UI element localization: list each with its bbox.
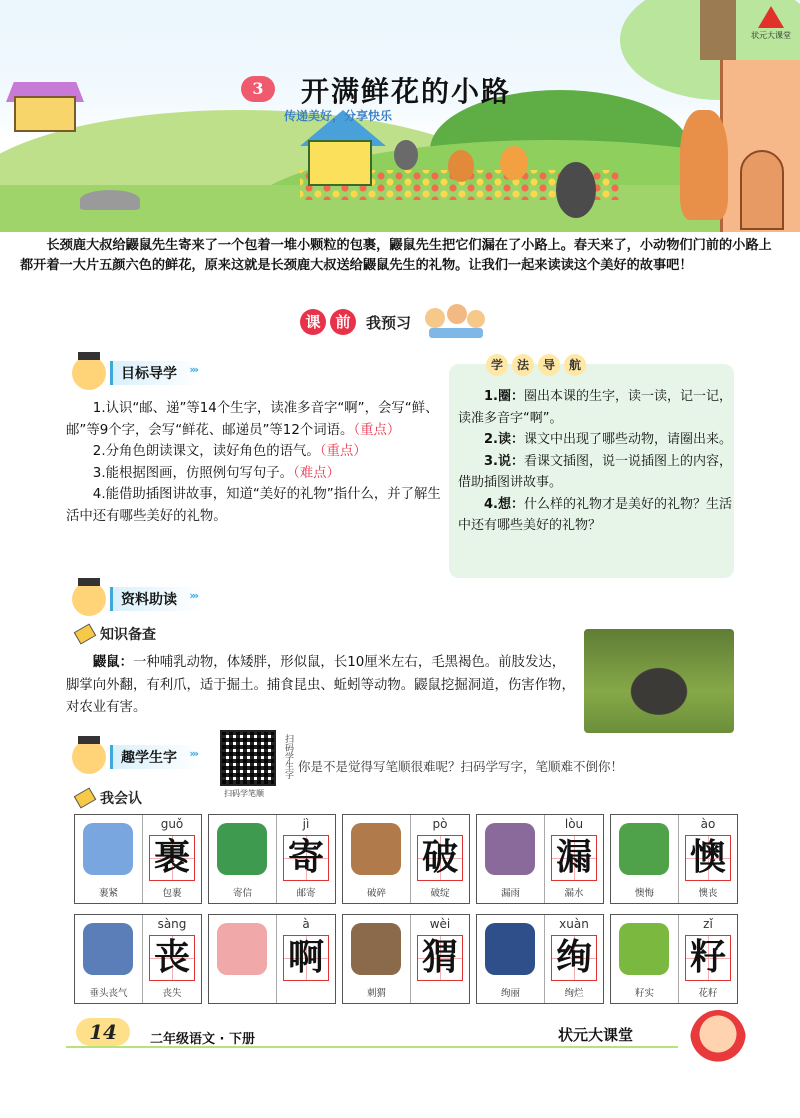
card-character: 籽 bbox=[689, 936, 726, 978]
study-method-list bbox=[458, 386, 732, 537]
card-character: 丧 bbox=[153, 936, 190, 978]
card-row bbox=[74, 814, 738, 904]
qr-code[interactable] bbox=[220, 730, 276, 786]
card-character: 漏 bbox=[555, 836, 592, 878]
card-illustration bbox=[83, 823, 133, 875]
card-illustration bbox=[351, 923, 401, 975]
card-pic-caption: 懊悔 bbox=[634, 888, 654, 899]
squirrel-figure bbox=[448, 150, 474, 182]
lesson-number: 3 bbox=[241, 76, 275, 102]
card-pinyin: zǐ bbox=[703, 917, 713, 931]
card-illustration bbox=[83, 923, 133, 975]
fun-chars-header bbox=[72, 740, 201, 774]
card-illustration bbox=[217, 923, 267, 975]
card-illustration bbox=[619, 823, 669, 875]
house bbox=[308, 140, 372, 186]
card-character: 啊 bbox=[287, 936, 324, 978]
fox-figure bbox=[500, 146, 528, 180]
card-pinyin: lòu bbox=[564, 817, 584, 831]
card-pinyin: jì bbox=[302, 817, 310, 831]
method-item: 4.想：什么样的礼物才是美好的礼物？生活中还有哪些美好的礼物？ bbox=[458, 496, 732, 533]
char-card bbox=[476, 914, 604, 1004]
card-word: 破绽 bbox=[430, 888, 450, 899]
house bbox=[14, 96, 76, 132]
fun-chars-heading: 趣学生字 bbox=[121, 750, 177, 766]
card-pinyin: à bbox=[302, 917, 310, 931]
char-card bbox=[74, 914, 202, 1004]
card-word: 绚烂 bbox=[564, 988, 584, 999]
mascot-icon bbox=[690, 1010, 746, 1070]
qr-note: 你是不是觉得写笔顺很难呢？扫码学写字，笔顺难不倒你！ bbox=[298, 759, 624, 774]
mole-figure bbox=[394, 140, 418, 170]
student-icon bbox=[72, 740, 106, 774]
method-item: 3.说：看课文插图，说一说插图上的内容，借助插图讲故事。 bbox=[458, 453, 732, 490]
card-word: 丧失 bbox=[162, 988, 182, 999]
char-card bbox=[610, 914, 738, 1004]
card-pic-caption: 裹紧 bbox=[98, 888, 118, 899]
card-illustration bbox=[217, 823, 267, 875]
tree-trunk bbox=[700, 0, 736, 60]
student-icon bbox=[72, 356, 106, 390]
publisher-logo bbox=[748, 6, 794, 48]
char-card bbox=[74, 814, 202, 904]
card-pinyin: wèi bbox=[429, 917, 451, 931]
card-illustration bbox=[485, 823, 535, 875]
mole-definition: 鼹鼠：一种哺乳动物，体矮胖，形似鼠，长10厘米左右，毛黑褐色。前肢发达，脚掌向外翻，有利爪，适于掘土。捕食昆虫、蚯蚓等动物。鼹鼠挖掘洞道，伤害作物，对农业有害。 bbox=[66, 655, 575, 715]
mole-figure bbox=[556, 162, 596, 218]
card-pic-caption: 垂头丧气 bbox=[89, 988, 128, 999]
squirrel-figure bbox=[680, 110, 728, 220]
char-card bbox=[342, 814, 470, 904]
book-title: 二年级语文 · 下册 bbox=[150, 1032, 255, 1047]
banner-text: 我预习 bbox=[366, 313, 412, 332]
student-icon bbox=[72, 582, 106, 616]
goals-heading: 目标导学 bbox=[121, 366, 177, 382]
door bbox=[740, 150, 784, 230]
materials-heading: 资料助读 bbox=[121, 592, 177, 608]
goal-item: 1.认识“邮、递”等14个生字，读准多音字“啊”，会写“鲜、邮”等9个字，会写“鲜花、邮递员”等12个词语。（重点） bbox=[66, 401, 439, 438]
char-card bbox=[208, 814, 336, 904]
goal-item: 3.能根据图画，仿照例句写句子。（难点） bbox=[92, 465, 340, 481]
char-card bbox=[610, 814, 738, 904]
header-illustration bbox=[0, 0, 800, 232]
card-pic-caption: 刺猬 bbox=[366, 988, 386, 999]
reading-kids-illustration bbox=[421, 302, 487, 342]
card-pic-caption: 绚丽 bbox=[500, 988, 520, 999]
card-pinyin: guǒ bbox=[160, 817, 184, 831]
publisher-logo-text: 状元大课堂 bbox=[751, 31, 791, 40]
lesson-subtitle: 传递美好，分享快乐 bbox=[284, 109, 393, 123]
qr-side-label: 扫码学生字 bbox=[283, 734, 293, 779]
materials-header bbox=[72, 582, 201, 616]
lesson-title: 开满鲜花的小路 bbox=[301, 75, 512, 108]
card-pic-caption: 漏雨 bbox=[500, 888, 520, 899]
goals-header bbox=[72, 356, 201, 390]
card-character: 懊 bbox=[689, 836, 726, 878]
method-item: 1.圈：圈出本课的生字，读一读，记一记，读准多音字“啊”。 bbox=[458, 389, 732, 426]
card-illustration bbox=[351, 823, 401, 875]
study-method-heading: 学 法 导 航 bbox=[486, 354, 586, 376]
card-character: 破 bbox=[421, 836, 458, 878]
recognize-subheader: 我会认 bbox=[76, 788, 142, 808]
card-illustration bbox=[619, 923, 669, 975]
arrows-icon: ››› bbox=[189, 363, 197, 376]
knowledge-subheader: 知识备查 bbox=[76, 624, 156, 644]
card-word: 懊丧 bbox=[698, 888, 718, 899]
card-pinyin: ào bbox=[700, 817, 716, 831]
arrows-icon: ››› bbox=[189, 589, 197, 602]
page-number: 14 bbox=[76, 1018, 130, 1046]
mole-photo bbox=[584, 629, 734, 733]
card-pinyin: pò bbox=[432, 817, 448, 831]
char-card bbox=[342, 914, 470, 1004]
goals-list bbox=[66, 398, 444, 527]
card-character: 寄 bbox=[287, 836, 324, 878]
card-character: 绚 bbox=[555, 936, 592, 978]
card-pinyin: xuàn bbox=[559, 917, 589, 931]
card-pinyin: sàng bbox=[157, 917, 187, 931]
card-pic-caption: 寄信 bbox=[232, 888, 252, 899]
pencil-icon bbox=[74, 623, 97, 644]
goal-item: 4.能借助插图讲故事，知道“美好的礼物”指什么，并了解生活中还有哪些美好的礼物。 bbox=[66, 487, 441, 524]
character-cards bbox=[74, 814, 738, 1014]
card-character: 裹 bbox=[153, 836, 190, 878]
card-word: 花籽 bbox=[698, 988, 718, 999]
qr-caption: 扫码学笔顺 bbox=[224, 789, 264, 798]
card-character: 猬 bbox=[421, 936, 458, 978]
pencil-icon bbox=[74, 787, 97, 808]
banner-char: 前 bbox=[330, 309, 356, 335]
rock bbox=[80, 190, 140, 210]
banner-char: 课 bbox=[300, 309, 326, 335]
goal-item: 2.分角色朗读课文，读好角色的语气。（重点） bbox=[92, 444, 367, 459]
card-word: 邮寄 bbox=[296, 888, 316, 899]
card-pic-caption: 破碎 bbox=[366, 888, 386, 899]
char-card bbox=[476, 814, 604, 904]
arrows-icon: ››› bbox=[189, 747, 197, 760]
card-word: 漏水 bbox=[564, 888, 584, 899]
section-banner bbox=[300, 302, 487, 342]
intro-paragraph: 长颈鹿大叔给鼹鼠先生寄来了一个包着一堆小颗粒的包裹，鼹鼠先生把它们漏在了小路上。春天来了，小动物们门前的小路上都开着一大片五颜六色的鲜花，原来这就是长颈鹿大叔送给鼹鼠先生的礼物。让我们一起来读读这个美好的故事吧！ bbox=[20, 238, 772, 273]
card-pic-caption: 籽实 bbox=[634, 988, 654, 999]
char-card bbox=[208, 914, 336, 1004]
series-name: 状元大课堂 bbox=[558, 1026, 634, 1044]
card-illustration bbox=[485, 923, 535, 975]
card-word: 包裹 bbox=[162, 888, 182, 899]
card-row bbox=[74, 914, 738, 1004]
method-item: 2.读：课文中出现了哪些动物，请圈出来。 bbox=[484, 432, 732, 447]
